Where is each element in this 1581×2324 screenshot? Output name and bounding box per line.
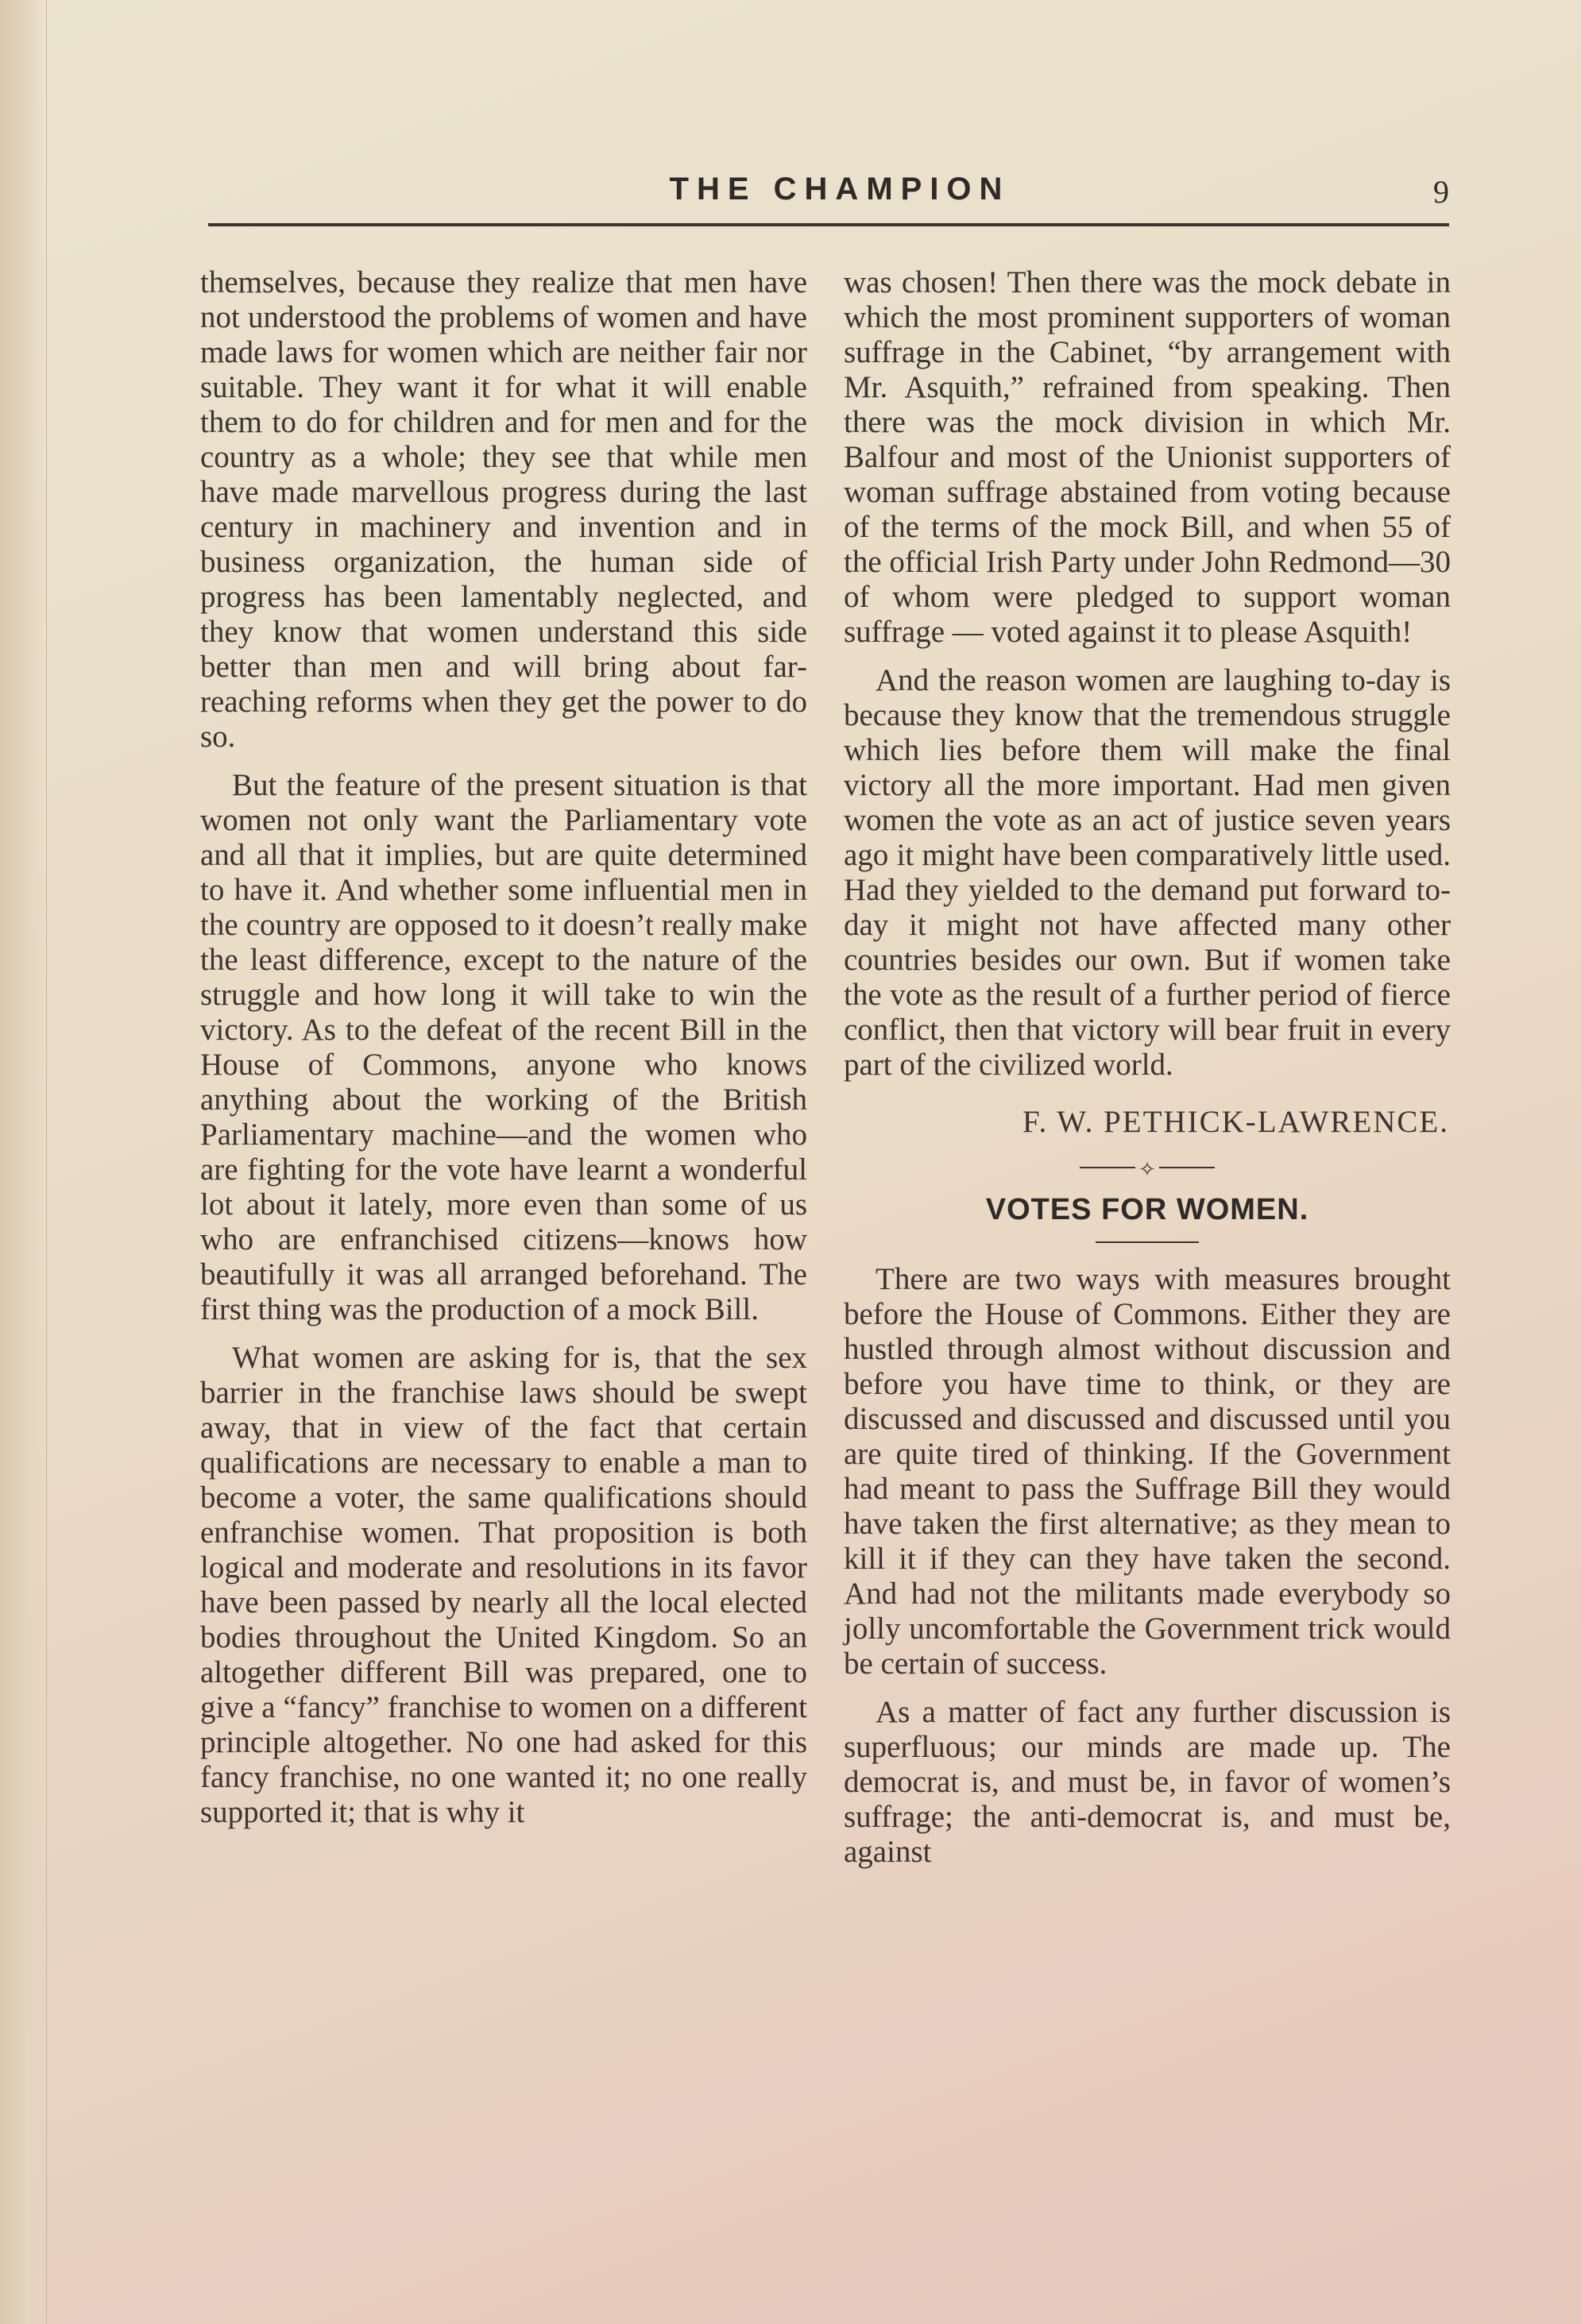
paragraph: was chosen! Then there was the mock debate in which the most prominent supporters of woman suffrage in the Cabinet, “by arrangement with Mr. Asquith,” refrained from speaking. Then there was the mock division in which Mr. Balfour and most of the Unionist supporters of woman suffrage abstained from voting because of the terms of the mock Bill, and when 55 of the official Irish Party under John Redmond—30 of whom were pledged to support woman suffrage — voted against it to please Asquith! [844,265,1451,649]
author-signature: F. W. PETHICK-LAWRENCE. [1022,1105,1449,1139]
paragraph: As a matter of fact any further discussion is superfluous; our minds are made up. The democrat is, and must be, in favor of women’s suffrage; the anti-democrat is, and must be, against [844,1695,1451,1869]
paragraph: But the feature of the present situation is that women not only want the Parliamentary vote and all that it implies, but are quite determined to have it. And whether some influential men in the country are opposed to it doesn’t really make the least difference, except to the nature of the struggle and how long it will take to win the victory. As to the defeat of the recent Bill in the House of Commons, anyone who knows anything about the working of the British Parliamentary machine—and the women who are fighting for the vote have learnt a wonderful lot about it lately, more even than some of us who are enfranchised citizens—knows how beautifully it was all arranged beforehand. The first thing was the production of a mock Bill. [200,768,807,1326]
ornament-icon: ✧ [1138,1158,1156,1181]
section-divider-ornament [1080,1156,1215,1179]
left-column [200,265,807,1843]
section-title: VOTES FOR WOMEN. [985,1193,1309,1226]
page-number: 9 [1433,174,1449,210]
page-header [208,172,1449,227]
paragraph: And the reason women are laughing to-day is because they know that the tremendous struggle which lies before them will make the final victory all the more important. Had men given women the vote as an act of justice seven years ago it might have been comparatively little used. Had they yielded to the demand put forward today it might not have affected many other countries besides our own. But if women take the vote as the result of a further period of fierce conflict, then that victory will bear fruit in every part of the civilized world. [844,663,1451,1082]
paragraph: What women are asking for is, that the sex barrier in the franchise laws should be swept away, that in view of the fact that certain qualifications are necessary to enable a man to become a voter, the same qualifications should enfranchise women. That proposition is both logical and moderate and resolutions in its favor have been passed by nearly all the local elected bodies throughout the United Kingdom. So an altogether different Bill was prepared, one to give a “fancy” franchise to women on a different principle altogether. No one had asked for this fancy franchise, no one wanted it; no one really supported it; that is why it [200,1341,807,1829]
divider-line [1159,1167,1215,1168]
title-rule [1096,1241,1199,1243]
header-rule [208,223,1449,226]
paragraph: themselves, because they realize that men have not understood the problems of women and have made laws for women which are neither fair nor suitable. They want it for what it will enable them to do for children and for men and for the country as a whole; they see that while men have made marvellous progress during the last century in machinery and invention and in business organization, the human side of progress has been lamentably neglected, and they know that women understand this side better than men and will bring about far-reaching reforms when they get the power to do so. [200,265,807,754]
paragraph: There are two ways with measures brought before the House of Commons. Either they are hustled through almost without discussion and before you have time to think, or they are discussed and discussed and discussed until you are quite tired of thinking. If the Government had meant to pass the Suffrage Bill they would have taken the first alternative; as they mean to kill it if they can they have taken the second. And had not the militants made everybody so jolly uncomfortable the Government trick would be certain of success. [844,1262,1451,1681]
right-column [844,265,1451,1883]
page-edge [0,0,47,2324]
running-title: THE CHAMPION [669,172,1011,207]
